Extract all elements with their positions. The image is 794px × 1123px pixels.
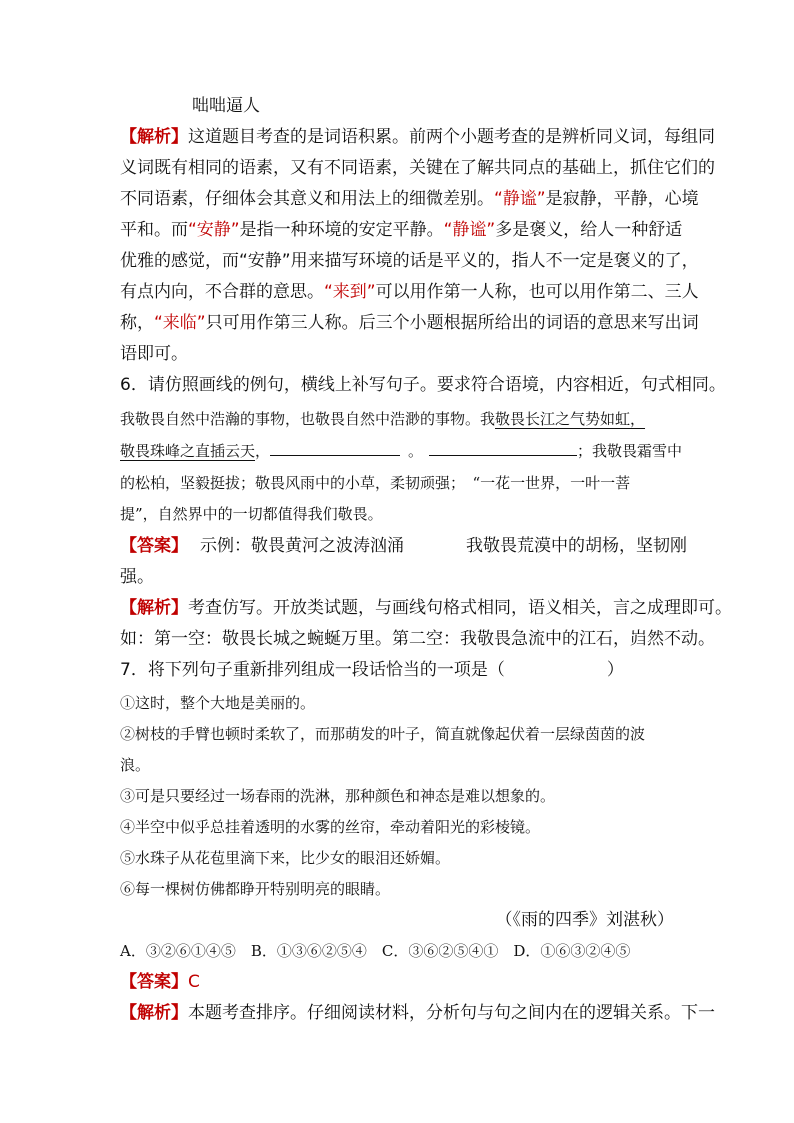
analysis-6-line-1: 【解析】考查仿写。开放类试题，与画线句格式相同，语义相关，言之成理即可。 (120, 598, 732, 618)
answer-7-value: C (188, 972, 200, 992)
example-sentence-underlined-2: 敬畏珠峰之直插云天 (120, 442, 256, 460)
analysis-tag: 【解析】 (120, 598, 188, 618)
sentence-5: ⑤水珠子从花苞里滴下来，比少女的眼泪还娇媚。 (120, 849, 451, 867)
analysis-1-line-2: 义词既有相同的语素，又有不同语素，关键在了解共同点的基础上，抓住它们的 (120, 158, 715, 178)
passage-source: （《雨的四季》刘湛秋） (495, 910, 674, 930)
analysis-7-line-1: 【解析】本题考查排序。仔细阅读材料，分析句与句之间内在的逻辑关系。下一 (120, 1003, 715, 1023)
question-6-passage-line-2: 敬畏珠峰之直插云天， 。 ；我敬畏霜雪中 (120, 439, 682, 463)
analysis-tag: 【解析】 (120, 1003, 188, 1023)
fill-blank-1[interactable] (270, 439, 400, 456)
analysis-1-line-1: 【解析】这道题目考查的是词语积累。前两个小题考查的是辨析同义词，每组同 (120, 127, 715, 147)
answer-6-line-2: 强。 (120, 567, 154, 587)
analysis-1-line-8: 语即可。 (120, 344, 188, 364)
analysis-6-line-2: 如：第一空：敬畏长城之蜿蜒万里。第二空：我敬畏急流中的江石，岿然不动。 (120, 629, 715, 649)
question-6-passage-line-3: 的松柏，坚毅挺拔；敬畏风雨中的小草，柔韧顽强； “一花一世界，一叶一菩 (120, 474, 631, 492)
answer-tag: 【答案】 (120, 972, 188, 992)
example-sentence-underlined: 敬畏长江之气势如虹， (495, 410, 646, 428)
analysis-1-line-5: 优雅的感觉，而“安静”用来描写环境的话是平义的，指人不一定是褒义的了， (120, 251, 699, 271)
fill-blank-2[interactable] (429, 439, 577, 456)
question-6-passage-line-1: 我敬畏自然中浩瀚的事物，也敬畏自然中浩渺的事物。我敬畏长江之气势如虹， (120, 410, 646, 428)
answer-tag: 【答案】 (120, 536, 188, 556)
question-7-stem: 7．将下列句子重新排列组成一段话恰当的一项是（ ） (120, 660, 624, 680)
analysis-tag: 【解析】 (120, 127, 188, 147)
sentence-2-continued: 浪。 (120, 756, 151, 774)
analysis-1-line-6: 有点内向，不合群的意思。“来到”可以用作第一人称，也可以用作第二、三人 (120, 282, 699, 302)
answer-6-line-1: 【答案】 示例：敬畏黄河之波涛汹涌 我敬畏荒漠中的胡杨，坚韧刚 (120, 536, 687, 556)
analysis-1-line-4: 平和。而“安静”是指一种环境的安定平静。“静谧”多是褒义，给人一种舒适 (120, 220, 683, 240)
analysis-1-line-3: 不同语素，仔细体会其意义和用法上的细微差别。“静谧”是寂静，平静，心境 (120, 189, 699, 209)
question-6-passage-line-4: 提”，自然界中的一切都值得我们敬畏。 (120, 505, 383, 523)
sentence-2: ②树枝的手臂也顿时柔软了，而那萌发的叶子，简直就像起伏着一层绿茵茵的波 (120, 725, 646, 743)
answer-7-line (120, 970, 200, 994)
question-7-options: A．③②⑥①④⑤ B．①③⑥②⑤④ C．③⑥②⑤④① D．①⑥③②④⑤ (120, 942, 631, 960)
intro-answer-line: 咄咄逼人 (192, 96, 260, 116)
question-6-stem: 6．请仿照画线的例句，横线上补写句子。要求符合语境，内容相近，句式相同。 (120, 375, 726, 395)
analysis-1-line-7: 称，“来临”只可用作第三人称。后三个小题根据所给出的词语的意思来写出词 (120, 313, 699, 333)
sentence-3: ③可是只要经过一场春雨的洗淋，那种颜色和神态是难以想象的。 (120, 787, 556, 805)
sentence-4: ④半空中似乎总挂着透明的水雾的丝帘，牵动着阳光的彩棱镜。 (120, 818, 541, 836)
sentence-6: ⑥每一棵树仿佛都睁开特别明亮的眼睛。 (120, 880, 391, 898)
sentence-1: ①这时，整个大地是美丽的。 (120, 694, 316, 712)
